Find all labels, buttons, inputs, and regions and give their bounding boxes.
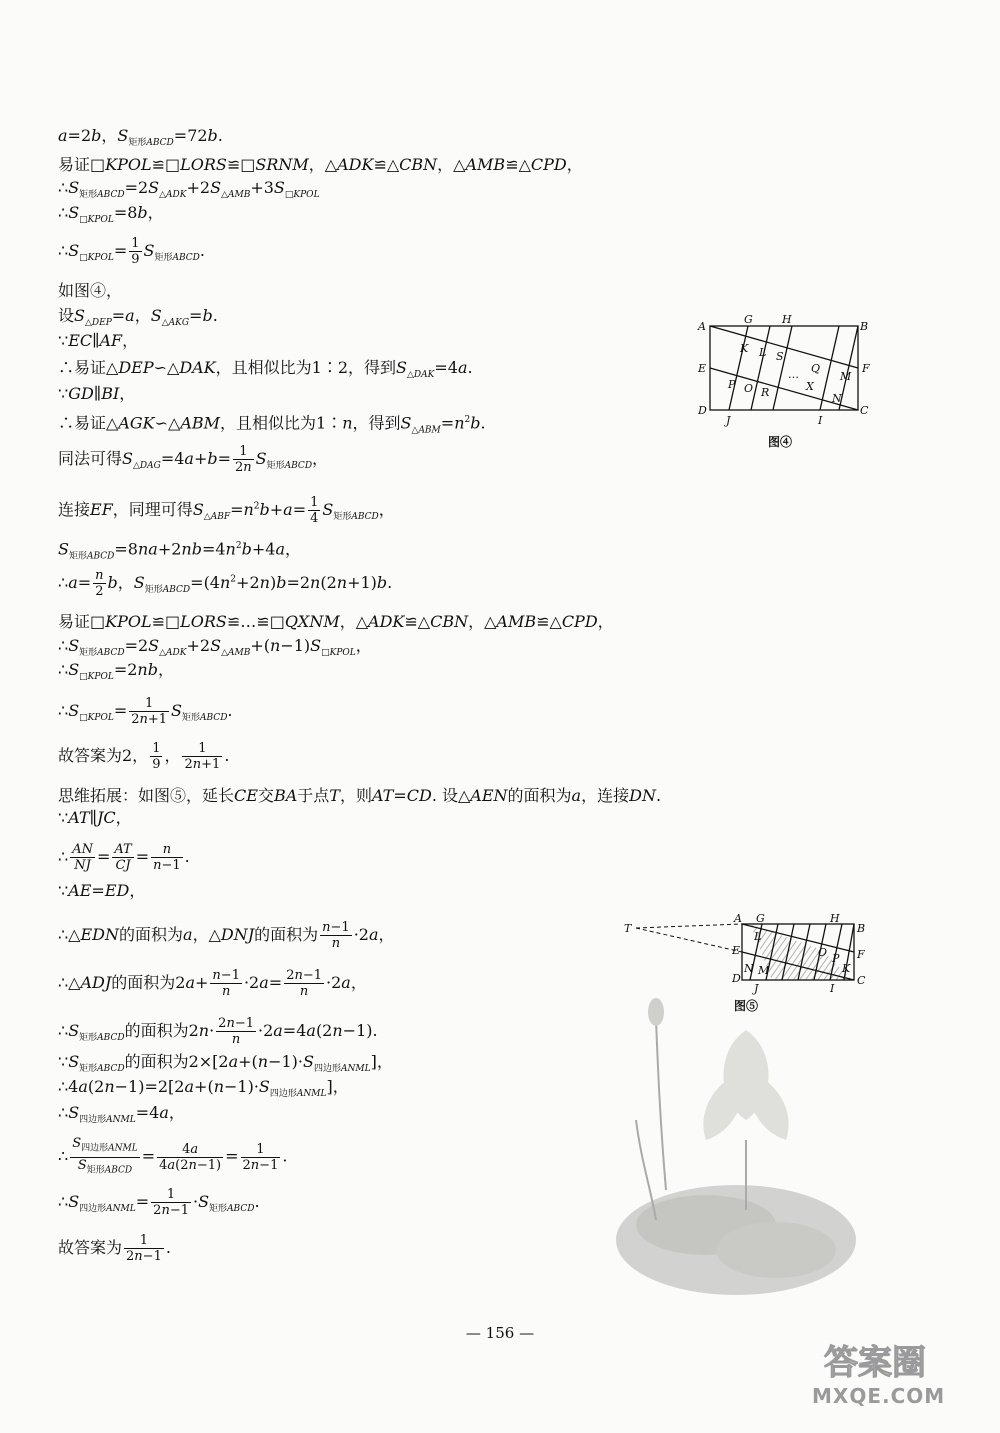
line-6: 如图④， bbox=[58, 281, 123, 300]
figure-4 bbox=[696, 312, 886, 462]
fig5-label-A: A bbox=[734, 912, 742, 925]
line-5: $\therefore S_{□KPOL}=$ $\frac{1}{9}$ $S_{矩形ABCD}$. bbox=[58, 236, 205, 267]
lotus-illustration bbox=[596, 990, 866, 1300]
fig4-label-B: B bbox=[860, 320, 869, 333]
fig5-label-M: M bbox=[758, 964, 770, 977]
line-32: $\therefore S_{四边形ANML}=$ $\frac{1}{2n-1}$ $\cdot S_{矩形ABCD}$. bbox=[58, 1187, 260, 1218]
fig4-label-ellipsis: … bbox=[788, 368, 799, 381]
fig4-caption: 图④ bbox=[768, 435, 793, 449]
fig5-label-I: I bbox=[830, 982, 835, 995]
watermark-logo bbox=[820, 1338, 980, 1382]
line-15: ∴a= $\frac{n}{2}$ b，$S_{矩形ABCD}=(4n^2+2n)b=2n(2n+1)b$. bbox=[58, 568, 393, 599]
fig5-label-J: J bbox=[754, 982, 759, 995]
line-10: ∵GD∥BI， bbox=[58, 384, 136, 403]
fig5-label-K: K bbox=[842, 962, 851, 975]
line-21: 思维拓展：如图⑤，延长CE交BA于点T，则AT=CD. 设△AEN的面积为a，连接DN. bbox=[58, 786, 662, 805]
fig4-label-X: X bbox=[806, 380, 814, 393]
line-19: $\therefore S_{□KPOL}=$ $\frac{1}{2n+1}$ $S_{矩形ABCD}$. bbox=[58, 696, 233, 727]
fig5-label-N: N bbox=[744, 962, 754, 975]
line-16: 易证□KPOL≌□LORS≌…≌□QXNM，△ADK≌△CBN，△AMB≌△CPD， bbox=[58, 612, 614, 631]
fig4-label-G: G bbox=[744, 313, 753, 326]
fig5-label-E: E bbox=[732, 944, 741, 957]
watermark-logo-text: 答案圈 bbox=[824, 1343, 926, 1382]
fig4-label-E: E bbox=[698, 362, 707, 375]
line-24: ∵AE=ED， bbox=[58, 881, 146, 900]
fig5-label-H: H bbox=[830, 912, 840, 925]
fig4-label-F: F bbox=[862, 362, 870, 375]
fig4-label-K: K bbox=[740, 342, 749, 355]
line-20: 故答案为2， $\frac{1}{9}$ ， $\frac{1}{2n+1}$ . bbox=[58, 741, 230, 772]
line-14: $S_{矩形ABCD}=8na+2nb=4n^2b+4a$， bbox=[58, 539, 301, 562]
fig4-label-R: R bbox=[761, 386, 770, 399]
fig4-label-J: J bbox=[726, 414, 731, 427]
fig4-label-A: A bbox=[698, 320, 706, 333]
line-18: $\therefore S_{□KPOL}=2nb$， bbox=[58, 660, 174, 683]
fig5-label-T: T bbox=[624, 922, 632, 935]
line-11: ∴易证△AGK∽△ABM，且相似比为1∶n，得到$S_{\triangle ABM}=n^2b$. bbox=[58, 413, 486, 436]
fig4-label-O: O bbox=[744, 382, 754, 395]
watermark-text: MXQE.COM bbox=[812, 1384, 946, 1408]
line-22: ∵AT∥JC， bbox=[58, 808, 132, 827]
line-26: ∴△ADJ的面积为2a+ $\frac{n-1}{n}$ ·2a= $\frac{2n-1}{n}$ ·2a， bbox=[58, 968, 367, 999]
fig4-label-H: H bbox=[782, 313, 792, 326]
line-8: ∵EC∥AF， bbox=[58, 331, 139, 350]
fig5-label-G: G bbox=[756, 912, 765, 925]
fig4-label-I: I bbox=[818, 414, 823, 427]
fig5-label-O: O bbox=[818, 946, 828, 959]
line-30: $\therefore S_{四边形ANML}=4a$， bbox=[58, 1103, 185, 1126]
line-17: $\therefore S_{矩形ABCD}=2S_{\triangle ADK}+2S_{\triangle AMB}+(n-1)S_{□KPOL}$， bbox=[58, 636, 372, 659]
fig5-label-C: C bbox=[857, 974, 866, 987]
line-33: 故答案为 $\frac{1}{2n-1}$ . bbox=[58, 1233, 171, 1264]
line-1: a=2b，$S_{矩形ABCD}=72b$. bbox=[58, 126, 223, 149]
line-12: 同法可得$S_{\triangle DAG}=4a+b=$ $\frac{1}{2n}$ $S_{矩形ABCD}$， bbox=[58, 444, 329, 475]
fig4-label-N: N bbox=[832, 392, 842, 405]
line-25: ∴△EDN的面积为a，△DNJ的面积为 $\frac{n-1}{n}$ ·2a， bbox=[58, 920, 395, 951]
line-13: 连接EF，同理可得$S_{\triangle ABF}=n^2b+a=$ $\frac{1}{4}$ $S_{矩形ABCD}$， bbox=[58, 495, 395, 526]
line-31: ∴ $S_{四边形ANML}$ $S_{矩形ABCD}$ = $\frac{4a}{4a(2n-1)}$ = $\frac{1}{2n-1}$ . bbox=[58, 1136, 288, 1176]
line-4: $\therefore S_{□KPOL}=8b$， bbox=[58, 203, 164, 226]
fig5-label-D: D bbox=[732, 972, 741, 985]
fig5-caption: 图⑤ bbox=[734, 999, 759, 1013]
fig5-label-B: B bbox=[857, 922, 866, 935]
line-27: $\therefore S_{矩形ABCD}$的面积为2n· $\frac{2n-1}{n}$ ·2a=4a(2n−1). bbox=[58, 1016, 378, 1047]
line-28: $\because S_{矩形ABCD}$的面积为$2\times[2a+(n-1)\cdot S_{四边形ANML}]$， bbox=[58, 1052, 393, 1075]
page-number: — 156 — bbox=[465, 1324, 535, 1342]
line-29: $\therefore 4a(2n-1)=2[2a+(n-1)\cdot S_{四边形ANML}]$， bbox=[58, 1077, 349, 1100]
line-2: 易证□KPOL≌□LORS≌□SRNM，△ADK≌△CBN，△AMB≌△CPD， bbox=[58, 155, 583, 174]
fig4-label-M: M bbox=[840, 370, 852, 383]
fig4-label-P: P bbox=[728, 378, 736, 391]
line-7: 设$S_{\triangle DEP}=a$，$S_{\triangle AKG}=b$. bbox=[58, 306, 218, 329]
fig4-label-D: D bbox=[698, 404, 707, 417]
line-3: $\therefore S_{矩形ABCD}=2S_{\triangle ADK}+2S_{\triangle AMB}+3S_{□KPOL}$ bbox=[58, 178, 320, 201]
fig4-label-S: S bbox=[776, 350, 784, 363]
fig5-label-F: F bbox=[857, 948, 865, 961]
fig5-label-P: P bbox=[832, 952, 840, 965]
fig4-label-C: C bbox=[860, 404, 869, 417]
fig4-label-L: L bbox=[759, 346, 767, 359]
line-23: ∴ $\frac{AN}{NJ}$ = $\frac{AT}{CJ}$ = $\frac{n}{n-1}$ . bbox=[58, 842, 190, 873]
line-9: ∴易证△DEP∽△DAK，且相似比为1∶2，得到$S_{\triangle DAK}=4a$. bbox=[58, 358, 473, 381]
fig4-label-Q: Q bbox=[811, 362, 821, 375]
fig5-label-L: L bbox=[754, 930, 762, 943]
